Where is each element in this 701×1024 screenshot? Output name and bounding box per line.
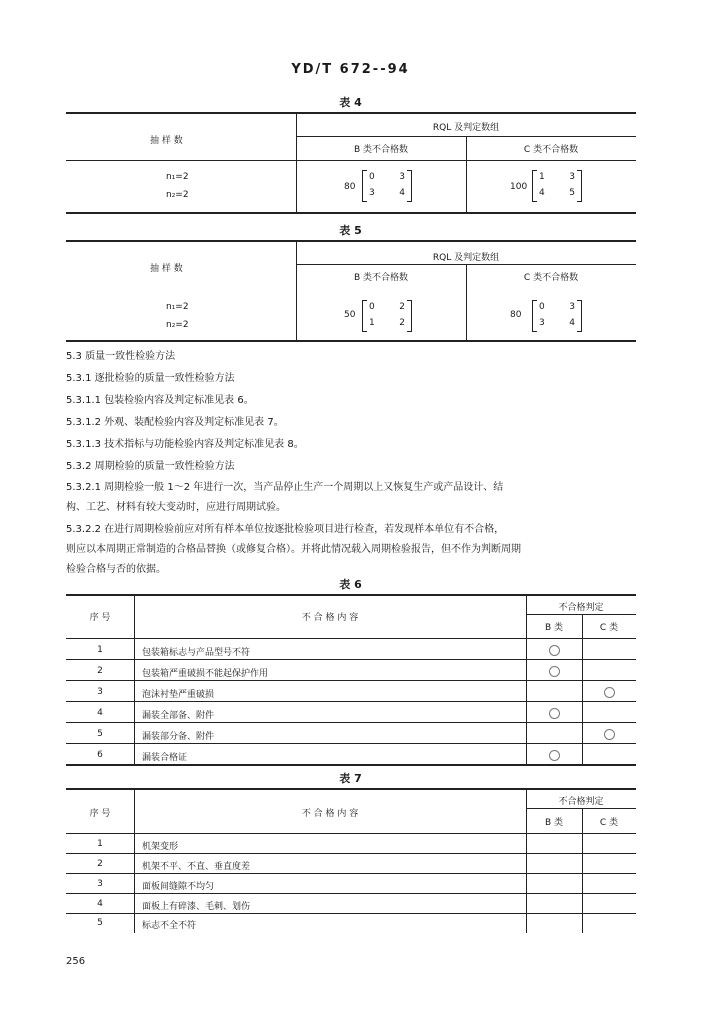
table5-b-matrix: 0 2 1 2 [362, 300, 412, 332]
table7-col-content: 不 合 格 内 容 [301, 809, 359, 819]
table7-col-c: C 类 [599, 818, 619, 828]
table5-caption: 表 5 [339, 224, 362, 237]
section-list [66, 346, 636, 478]
table4-b-rql: 80 [344, 182, 356, 192]
paragraph-5-3-2-1: 5.3.2.1 周期检验一般 1～2 年进行一次，当产品停止生产一个周期以上又恢复生产或产品设计、结 构、工艺、材料有较大变动时，应进行周期试验。 [66, 482, 504, 513]
table6-col-content: 不 合 格 内 容 [301, 613, 359, 623]
section-5-3: 5.3 质量一致性检验方法 [66, 351, 176, 362]
b-class-circle-icon [549, 750, 560, 761]
table4-col-b: B 类不合格数 [353, 145, 409, 155]
table4-col-sample: 抽 样 数 [150, 136, 183, 146]
paragraph-5-3-2-2: 5.3.2.2 在进行周期检验前应对所有样本单位按逐批检验项目进行检查，若发现样本单位有不合格， 则应以本周期正常制造的合格品替换（或修复合格）。并将此情况载入周期检验报告，但不作为判断周期 检验合格与否的依据。 [66, 524, 521, 575]
table4-row-n1: n₁=2 [166, 172, 189, 182]
table4-caption: 表 4 [339, 96, 362, 109]
section-5-3-1-3: 5.3.1.3 技术指标与功能检验内容及判定标准见表 8。 [66, 439, 304, 450]
section-5-3-1-2: 5.3.1.2 外观、装配检验内容及判定标准见表 7。 [66, 417, 284, 428]
table6-col-b: B 类 [544, 623, 564, 633]
b-class-circle-icon [549, 666, 560, 677]
table7-col-b: B 类 [544, 818, 564, 828]
b-class-circle-icon [549, 708, 560, 719]
table5-b-rql: 50 [344, 310, 356, 320]
table4-row-n2: n₂=2 [166, 190, 189, 200]
c-class-circle-icon [604, 729, 615, 740]
table4-col-c: C 类不合格数 [523, 145, 579, 155]
table4-c-rql: 100 [510, 182, 528, 192]
table6-col-judge: 不合格判定 [558, 603, 604, 613]
section-5-3-1-1: 5.3.1.1 包装检验内容及判定标准见表 6。 [66, 395, 254, 406]
table7-col-judge: 不合格判定 [558, 797, 604, 807]
table5-col-sample: 抽 样 数 [150, 264, 183, 274]
table5-col-rql: RQL 及判定数组 [432, 253, 500, 263]
table4-c-matrix: 1 3 4 5 [532, 170, 582, 202]
table7-col-no: 序 号 [89, 809, 111, 819]
table7-caption: 表 7 [339, 772, 362, 785]
table5-c-rql: 80 [510, 310, 522, 320]
section-5-3-2: 5.3.2 周期检验的质量一致性检验方法 [66, 461, 235, 472]
b-class-circle-icon [549, 645, 560, 656]
table6-caption: 表 6 [339, 578, 362, 591]
c-class-circle-icon [604, 687, 615, 698]
table5-col-c: C 类不合格数 [523, 273, 579, 283]
table5-col-b: B 类不合格数 [353, 273, 409, 283]
document-header: YD/T 672--94 [291, 62, 410, 77]
page-number: 256 [66, 956, 86, 967]
table6-col-no: 序 号 [89, 613, 111, 623]
section-5-3-1: 5.3.1 逐批检验的质量一致性检验方法 [66, 373, 235, 384]
table5-c-matrix: 0 3 3 4 [532, 300, 582, 332]
table4-b-matrix: 0 3 3 4 [362, 170, 412, 202]
table4-col-rql: RQL 及判定数组 [432, 123, 500, 133]
table5-row-n2: n₂=2 [166, 320, 189, 330]
table6-col-c: C 类 [599, 623, 619, 633]
table5-row-n1: n₁=2 [166, 302, 189, 312]
